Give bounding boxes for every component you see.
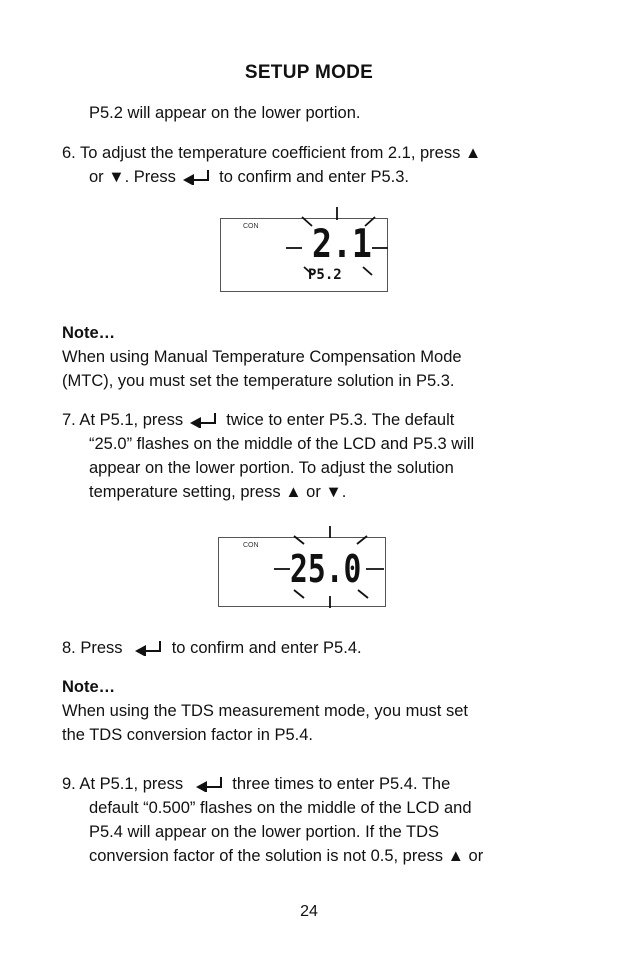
p52-text: P5.2 will appear on the lower portion.: [89, 104, 361, 122]
step6-line2-b: to confirm and enter P5.3.: [219, 168, 409, 186]
step7-line1: [62, 408, 454, 432]
note1-line2: (MTC), you must set the temperature solution in P5.3.: [62, 372, 455, 390]
lcd-display-1: [220, 207, 390, 292]
step9-line2: default “0.500” flashes on the middle of the LCD and: [89, 799, 472, 817]
step9-line1-b: three times to enter P5.4. The: [232, 775, 451, 793]
step8-a: 8. Press: [62, 639, 123, 657]
step6-line2-a: or ▼. Press: [89, 168, 176, 186]
step9-line1-a: 9. At P5.1, press: [62, 775, 184, 793]
lcd-display-2: [218, 526, 390, 610]
step7-line1-b: twice to enter P5.3. The default: [226, 411, 455, 429]
enter-key-icon: [133, 639, 167, 655]
step7-line1-a: 7. At P5.1, press: [62, 411, 184, 429]
lcd2-value: 25.0: [290, 547, 362, 591]
step8-b: to confirm and enter P5.4.: [171, 639, 362, 657]
lcd-con-label: CON: [243, 223, 259, 230]
step7-line2: “25.0” flashes on the middle of the LCD and P5.3 will: [89, 435, 475, 453]
enter-key-icon: [188, 411, 222, 427]
note2-heading: Note…: [62, 678, 116, 696]
page-number: 24: [300, 903, 318, 920]
step9-line4: conversion factor of the solution is not 0.5, press ▲ or: [89, 847, 484, 865]
enter-key-icon: [194, 775, 228, 791]
lcd1-sub-label: P5.2: [308, 267, 342, 283]
step8-line: [62, 636, 362, 660]
step7-line3: appear on the lower portion. To adjust the solution: [89, 459, 454, 477]
step6-line2: [89, 165, 409, 189]
note2-line1: When using the TDS measurement mode, you must set: [62, 702, 468, 720]
lcd1-value: 2.1: [312, 222, 372, 267]
page-title: SETUP MODE: [244, 62, 374, 83]
lcd-con-label: CON: [243, 542, 259, 549]
enter-key-icon: [181, 168, 215, 184]
note2-line2: the TDS conversion factor in P5.4.: [62, 726, 313, 744]
step9-line1: [62, 772, 450, 796]
note1-heading: Note…: [62, 324, 116, 342]
step7-line4: temperature setting, press ▲ or ▼.: [89, 483, 347, 501]
note1-line1: When using Manual Temperature Compensation Mode: [62, 348, 462, 366]
step6-line1: 6. To adjust the temperature coefficient from 2.1, press ▲: [62, 144, 482, 162]
step9-line3: P5.4 will appear on the lower portion. If the TDS: [89, 823, 440, 841]
